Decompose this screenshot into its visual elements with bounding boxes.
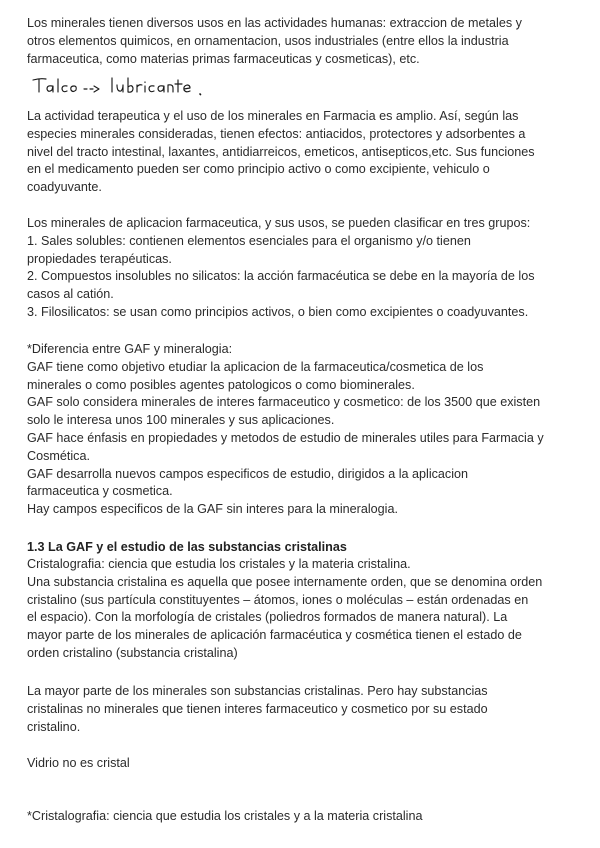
text-line: Vidrio no es cristal [27, 756, 130, 770]
handwritten-note [30, 73, 250, 101]
text-line: GAF hace énfasis en propiedades y metodos de estudio de minerales utiles para Farmacia y [27, 430, 544, 445]
text-line: GAF desarrolla nuevos campos especificos de estudio, dirigidos a la aplicacion [27, 466, 469, 481]
text-line: Los minerales tienen diversos usos en las actividades humanas: extraccion de metales y [27, 16, 522, 30]
paragraph-classification [27, 215, 573, 322]
text-line: La actividad terapeutica y el uso de los minerales en Farmacia es amplio. Así, según las [27, 109, 519, 123]
text-line: solo le interesa unos 100 minerales y sus aplicaciones. [27, 413, 335, 428]
text-line: Hay campos especificos de la GAF sin interes para la mineralogia. [27, 502, 398, 517]
text-line: el espacio). Con la morfología de cristales (poliedros formados de manera natural). La [27, 610, 508, 625]
paragraph-therapeutic-activity [27, 108, 573, 197]
paragraph-crystallography-definition [27, 808, 573, 826]
text-line: mayor parte de los minerales de aplicación farmacéutica y cosmética tienen el estado de [27, 628, 522, 643]
text-line: La mayor parte de los minerales son substancias cristalinas. Pero hay substancias [27, 684, 488, 698]
text-line: 3. Filosilicatos: se usan como principios activos, o bien como excipientes o coadyuvantes. [27, 304, 529, 319]
text-line: *Cristalografia: ciencia que estudia los cristales y a la materia cristalina [27, 809, 423, 823]
text-line: cristalino. [27, 719, 81, 734]
text-line: casos al catión. [27, 287, 114, 302]
text-line: farmaceutica, como materias primas farmaceuticas y cosmeticas), etc. [27, 51, 420, 66]
text-line: GAF tiene como objetivo etudiar la aplicacion de la farmaceutica/cosmetica de los [27, 359, 484, 374]
text-line: Cristalografia: ciencia que estudia los cristales y la materia cristalina. [27, 557, 411, 571]
text-line: Cosmética. [27, 448, 90, 463]
text-line: cristalino (sus partícula constituyentes – átomos, iones o moléculas – están ordenadas en [27, 592, 529, 607]
text-line: cristalinas no minerales que tienen interes farmaceutico y cosmetico por su estado [27, 701, 488, 716]
text-line: especies minerales consideradas, tienen efectos: antiacidos, protectores y adsorbentes a [27, 126, 526, 141]
text-line: nivel del tracto intestinal, laxantes, antidiarreicos, emeticos, antisepticos,etc. Sus funciones [27, 144, 535, 159]
paragraph-gaf-vs-mineralogy [27, 341, 573, 519]
text-line: propiedades terapéuticas. [27, 251, 172, 266]
paragraph-crystalline-substances [27, 683, 573, 736]
text-line: 2. Compuestos insolubles no silicatos: la acción farmacéutica se debe en la mayoría de los [27, 269, 535, 284]
paragraph-glass-note [27, 755, 573, 773]
section-heading: 1.3 La GAF y el estudio de las substancias cristalinas [27, 540, 347, 554]
text-line: minerales o como posibles agentes patologicos o como biominerales. [27, 377, 415, 392]
text-line: orden cristalino (substancia cristalina) [27, 645, 238, 660]
paragraph-crystallography [27, 556, 573, 663]
text-line: GAF solo considera minerales de interes farmaceutico y cosmetico: de los 3500 que existen [27, 395, 541, 410]
paragraph-mineral-uses [27, 15, 573, 68]
text-line: Una substancia cristalina es aquella que posee internamente orden, que se denomina orden [27, 574, 543, 589]
text-line: otros elementos quimicos, en ornamentacion, usos industriales (entre ellos la industria [27, 33, 509, 48]
text-line: Los minerales de aplicacion farmaceutica, y sus usos, se pueden clasificar en tres grupos: [27, 216, 531, 230]
text-line: *Diferencia entre GAF y mineralogia: [27, 342, 233, 356]
text-line: coadyuvante. [27, 180, 102, 195]
text-line: 1. Sales solubles: contienen elementos esenciales para el organismo y/o tienen [27, 233, 471, 248]
text-line: farmaceutica y cosmetica. [27, 484, 173, 499]
text-line: en el medicamento pueden ser como principio activo o como excipiente, vehiculo o [27, 162, 490, 177]
